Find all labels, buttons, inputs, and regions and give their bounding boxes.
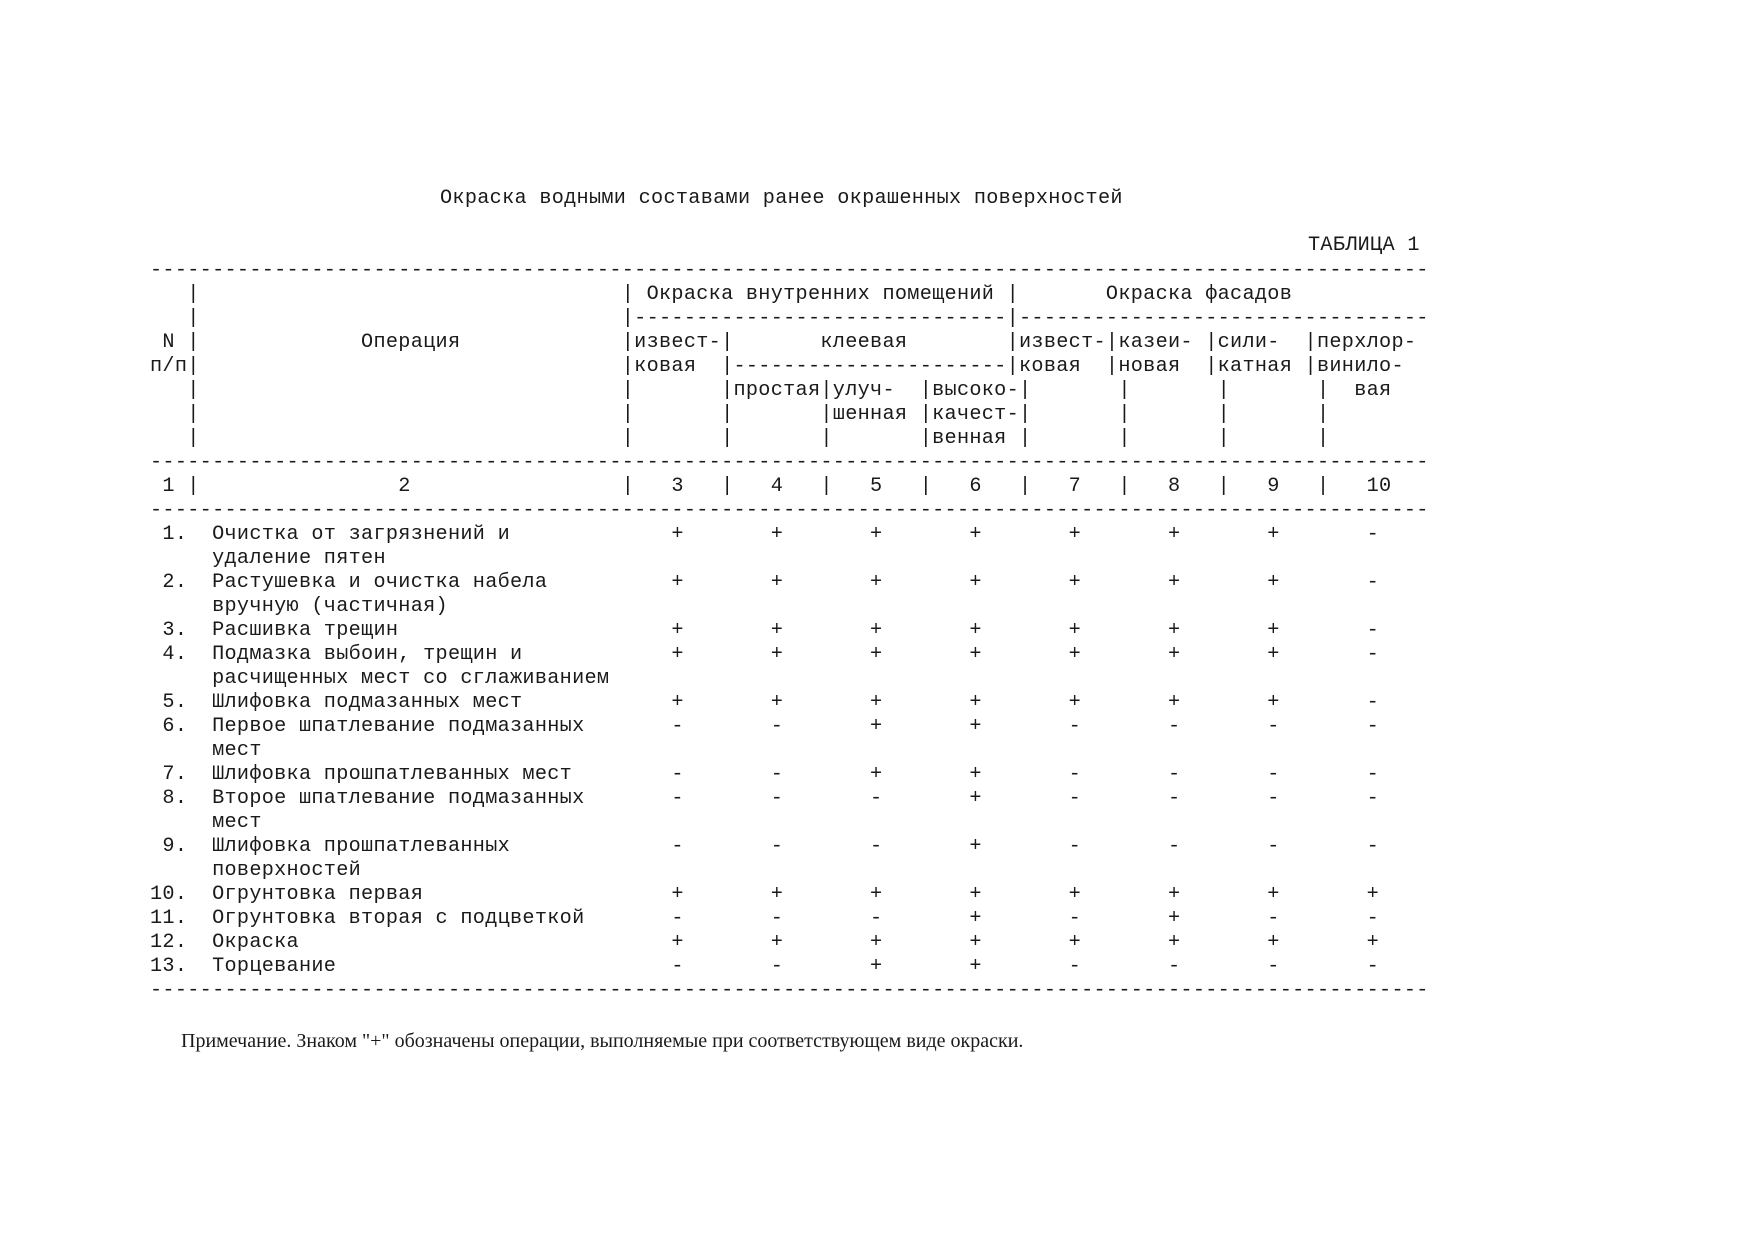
document-title: Окраска водными составами ранее окрашенных поверхностей xyxy=(440,187,1123,210)
table-label: ТАБЛИЦА 1 xyxy=(1308,234,1420,257)
operations-table: ------------------------------------------------------------------------------------------------------- | | Окраска внутренних помещений | Окраска фасадов | |------------------------------|--------------------------------- N | Операция |извест-| клеевая |извест-|казеи- |сили- |перхлор- п/п| |ковая |----------------------|ковая |новая |катная |винило- | | |простая|улуч- |высоко-| | | | вая | | | |шенная |качест-| | | | | | | | |венная | | | | ------------------------------------------------------------------------------------------------------- 1 | 2 | 3 | 4 | 5 | 6 | 7 | 8 | 9 | 10 ------------------------------------------------------------------------------------------------------- 1. Очистка от загрязнений и + + + + + + + - удаление пятен 2. Растушевка и очистка набела + + + + + + + - вручную (частичная) 3. Расшивка трещин + + + + + + + - 4. Подмазка выбоин, трещин и + + + + + + + - расчищенных мест со сглаживанием 5. Шлифовка подмазанных мест + + + + + + + - 6. Первое шпатлевание подмазанных - - + + - - - - мест 7. Шлифовка прошпатлеванных мест - - + + - - - - 8. Второе шпатлевание подмазанных - - - + - - - - мест 9. Шлифовка прошпатлеванных - - - + - - - - поверхностей 10. Огрунтовка первая + + + + + + + + 11. Огрунтовка вторая с подцветкой - - - + - + - - 12. Окраска + + + + + + + + 13. Торцевание - - + + - - - - ------------------------------------------------------------------------------------------------------- xyxy=(150,259,1429,1002)
table-note: Примечание. Знаком "+" обозначены операции, выполняемые при соответствующем виде окраски. xyxy=(181,1030,1024,1052)
